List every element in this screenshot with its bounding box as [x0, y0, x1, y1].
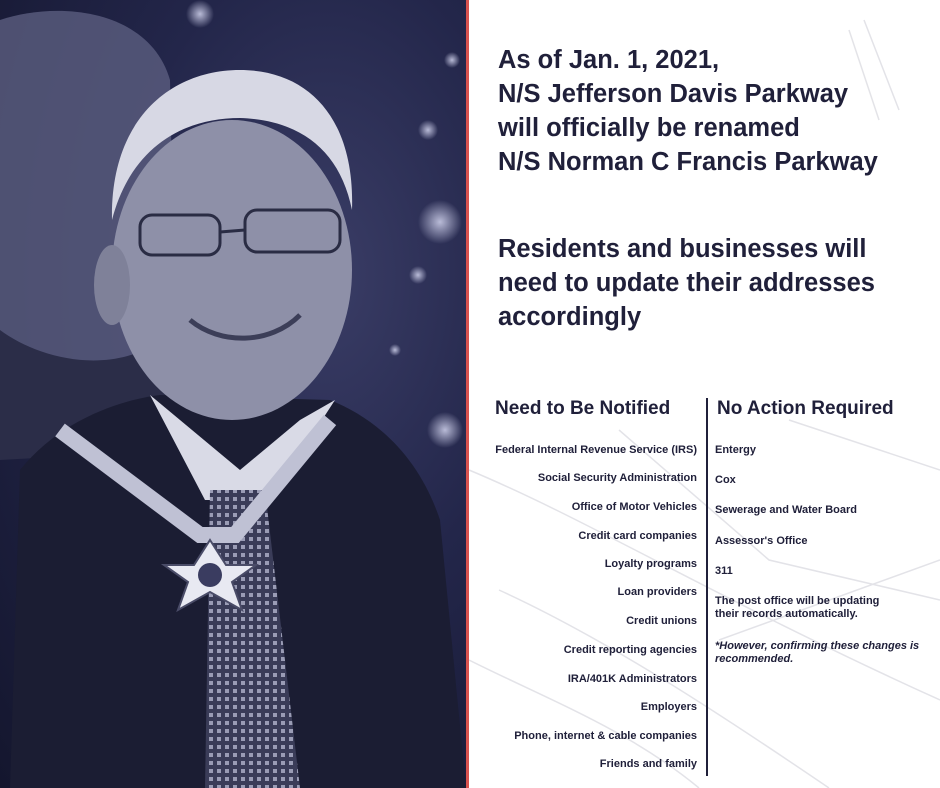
column-divider — [706, 398, 708, 776]
no-action-required-title: No Action Required — [717, 398, 894, 419]
subhead-line: need to update their addresses — [498, 269, 875, 297]
list-item: Assessor's Office — [715, 535, 808, 547]
post-office-note: The post office will be updating their records automatically. — [715, 595, 880, 620]
list-item: Cox — [715, 474, 736, 486]
confirm-note: *However, confirming these changes is recommended. — [715, 640, 920, 665]
headline-line: will officially be renamed — [498, 114, 800, 142]
headline-line: N/S Jefferson Davis Parkway — [498, 80, 849, 108]
list-item: Friends and family — [599, 758, 697, 770]
list-item: Credit unions — [626, 615, 697, 627]
list-item: Credit reporting agencies — [563, 644, 697, 656]
list-item: Office of Motor Vehicles — [571, 501, 697, 513]
list-item: Employers — [640, 701, 697, 713]
list-item: Loyalty programs — [604, 558, 697, 570]
need-to-be-notified-title: Need to Be Notified — [495, 398, 671, 419]
headline-line: N/S Norman C Francis Parkway — [498, 148, 878, 176]
list-item: Loan providers — [617, 586, 697, 598]
portrait-photo — [0, 0, 466, 788]
subheadline — [498, 232, 938, 334]
list-item: 311 — [715, 565, 733, 577]
subhead-line: accordingly — [498, 303, 642, 331]
list-item: Credit card companies — [578, 530, 697, 542]
list-item: Entergy — [715, 444, 756, 456]
list-item: Phone, internet & cable companies — [514, 730, 697, 742]
subhead-line: Residents and businesses will — [498, 235, 867, 263]
info-panel — [469, 0, 940, 788]
portrait-illustration — [0, 0, 466, 788]
list-item: Social Security Administration — [537, 472, 697, 484]
list-item: Federal Internal Revenue Service (IRS) — [495, 444, 697, 456]
list-item: Sewerage and Water Board — [715, 504, 858, 516]
list-item: IRA/401K Administrators — [567, 673, 697, 685]
headline — [498, 43, 938, 179]
headline-line: As of Jan. 1, 2021, — [498, 46, 720, 74]
